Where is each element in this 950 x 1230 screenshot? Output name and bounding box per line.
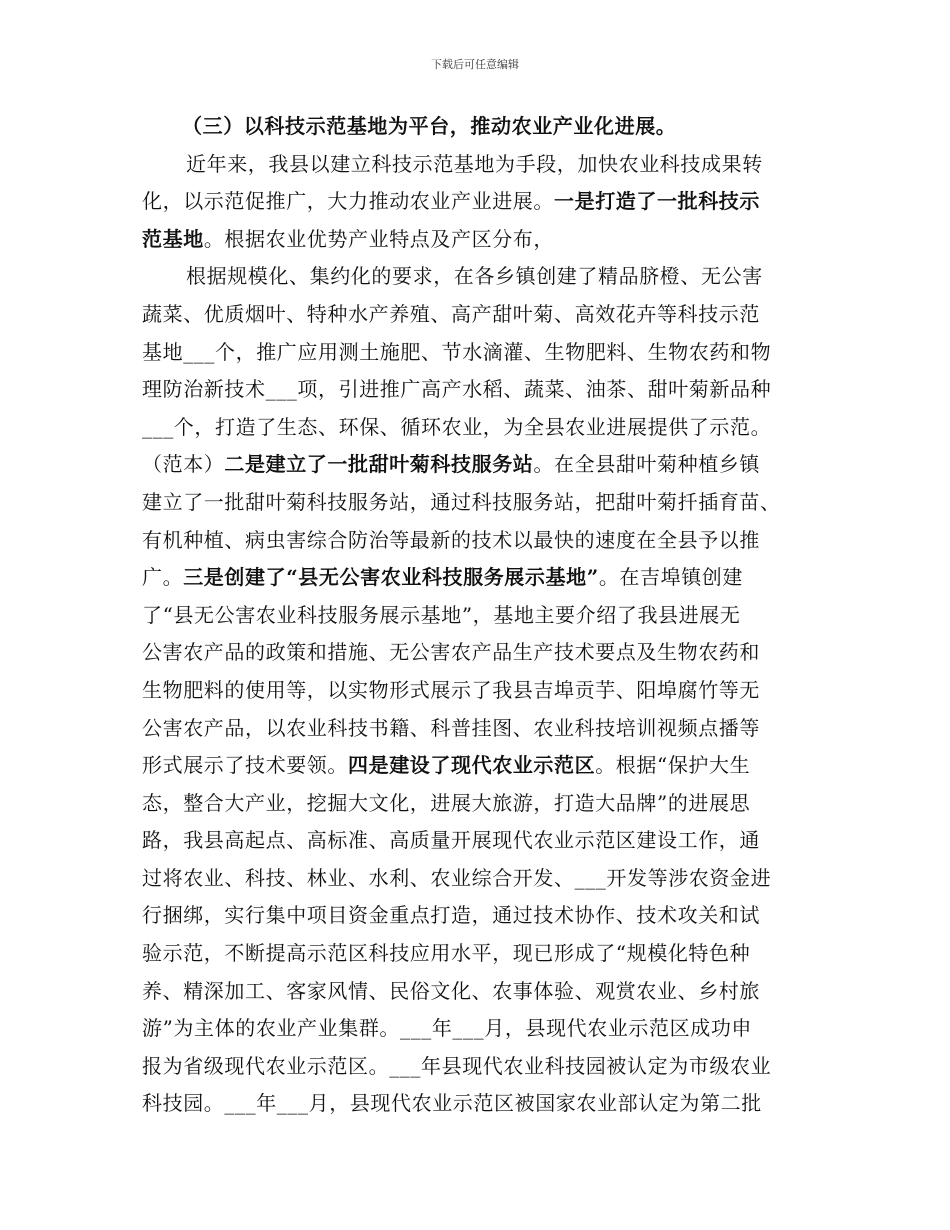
text-line: 养、精深加工、客家风情、民俗文化、农事体验、观赏农业、乡村旅: [142, 978, 760, 1003]
text-line: 基地___个，推广应用测土施肥、节水滴灌、生物肥料、生物农药和物: [142, 339, 772, 364]
text-line: （范本）二是建立了一批甜叶菊科技服务站。在全县甜叶菊种植乡镇: [142, 452, 761, 477]
document-body: [142, 108, 810, 1123]
text-line: 范基地。根据农业优势产业特点及产区分布，: [142, 226, 555, 251]
paragraph-main: [142, 258, 810, 1123]
text-line: 报为省级现代农业示范区。___年县现代农业科技园被认定为市级农业: [142, 1053, 772, 1078]
page-header: 下载后可任意编辑: [431, 58, 519, 71]
text-line: 生物肥料的使用等，以实物形式展示了我县吉埠贡芋、阳埠腐竹等无: [142, 677, 760, 702]
text-line: 化，以示范促推广，大力推动农业产业进展。一是打造了一批科技示: [142, 189, 760, 214]
bold-point-1: 一是打造了一批科技示: [554, 189, 760, 214]
text-line: 蔬菜、优质烟叶、特种水产养殖、高产甜叶菊、高效花卉等科技示范: [142, 301, 760, 326]
text-line: 验示范，不断提高示范区科技应用水平，现已形成了“规模化特色种: [142, 941, 751, 966]
bold-point-4: 四是建设了现代农业示范区: [348, 753, 596, 778]
text-line: 近年来，我县以建立科技示范基地为手段，加快农业科技成果转: [186, 151, 763, 176]
text-line: 科技园。___年___月，县现代农业示范区被国家农业部认定为第二批: [142, 1091, 762, 1116]
text-line: 有机种植、病虫害综合防治等最新的技术以最快的速度在全县予以推: [142, 527, 760, 552]
text-line: 广。三是创建了“县无公害农业科技服务展示基地”。在吉埠镇创建: [142, 565, 744, 590]
bold-point-1-cont: 范基地: [142, 226, 204, 251]
text-line: 行捆绑，实行集中项目资金重点打造，通过技术协作、技术攻关和试: [142, 903, 760, 928]
text-line: 建立了一批甜叶菊科技服务站，通过科技服务站，把甜叶菊扦插育苗、: [142, 489, 781, 514]
paragraph-intro: [142, 146, 810, 259]
bold-point-2: 二是建立了一批甜叶菊科技服务站: [224, 452, 534, 477]
text-line: 公害农产品，以农业科技书籍、科普挂图、农业科技培训视频点播等: [142, 715, 760, 740]
text-line: 过将农业、科技、林业、水利、农业综合开发、___开发等涉农资金进: [142, 865, 772, 890]
text-line: 态，整合大产业，挖掘大文化，进展大旅游，打造大品牌”的进展思: [142, 790, 751, 815]
text-line: 公害农产品的政策和措施、无公害农产品生产技术要点及生物农药和: [142, 640, 760, 665]
section-heading: （三）以科技示范基地为平台，推动农业产业化进展。: [182, 114, 677, 138]
text-line: ___个，打造了生态、环保、循环农业，为全县农业进展提供了示范。: [142, 414, 772, 439]
bold-point-3: 三是创建了“县无公害农业科技服务展示基地”: [183, 565, 599, 590]
text-line: 了“县无公害农业科技服务展示基地”，基地主要介绍了我县进展无: [142, 602, 741, 627]
text-line: 路，我县高起点、高标准、高质量开展现代农业示范区建设工作，通: [142, 828, 760, 853]
text-line: 根据规模化、集约化的要求，在各乡镇创建了精品脐橙、无公害: [186, 264, 763, 289]
text-line: 形式展示了技术要领。四是建设了现代农业示范区。根据“保护大生: [142, 753, 751, 778]
text-line: 游”为主体的农业产业集群。___年___月，县现代农业示范区成功申: [142, 1016, 753, 1041]
text-line: 理防治新技术___项，引进推广高产水稻、蔬菜、油茶、甜叶菊新品种: [142, 377, 772, 402]
